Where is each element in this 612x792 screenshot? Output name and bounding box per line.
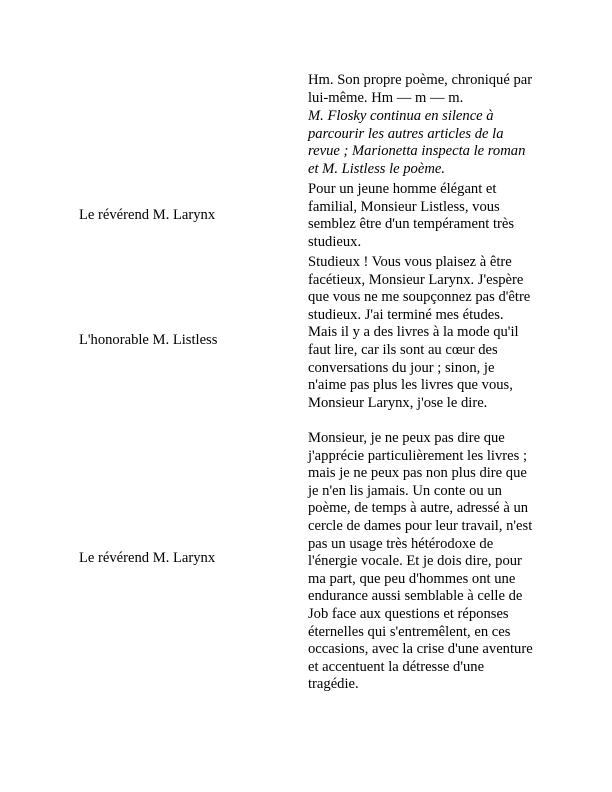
speaker-name: Le révérend M. Larynx xyxy=(79,207,216,223)
speaker-name: Le révérend M. Larynx xyxy=(79,550,216,566)
speech-text: Hm. Son propre poème, chroniqué par lui-même. Hm — m — m. xyxy=(308,72,533,106)
stage-direction-text: M. Flosky continua en silence à parcourir les autres articles de la revue ; Marionetta inspecta le roman et M. Listless le poème. xyxy=(308,108,526,177)
speech-text: Studieux ! Vous vous plaisez à être facétieux, Monsieur Larynx. J'espère que vous ne me soupçonnez pas d'être studieux. J'ai terminé mes études. Mais il y a des livres à la mode qu'il faut lire, car ils sont au cœur des conversations du jour ; sinon, je n'aime pas plus les livres que vous, Monsieur Larynx, j'ose le dire. xyxy=(308,254,531,411)
speech-text: Pour un jeune homme élégant et familial, Monsieur Listless, vous semblez être d'un tempérament très studieux. xyxy=(308,181,515,250)
speech-text: Monsieur, je ne peux pas dire que j'apprécie particulièrement les livres ; mais je ne peux pas non plus dire que je n'en lis jamais. Un conte ou un poème, de temps à autre, adressé à un cercle de dames pour leur travail, n'est pas un usage très hétérodoxe de l'énergie vocale. Et je dois dire, pour ma part, que peu d'hommes ont une endurance aussi semblable à celle de Job face aux questions et réponses éternelles qui s'entremêlent, en ces occasions, avec la crise d'une aventure et accentuent la détresse d'une tragédie. xyxy=(308,430,533,693)
speaker-name: L'honorable M. Listless xyxy=(79,332,218,348)
